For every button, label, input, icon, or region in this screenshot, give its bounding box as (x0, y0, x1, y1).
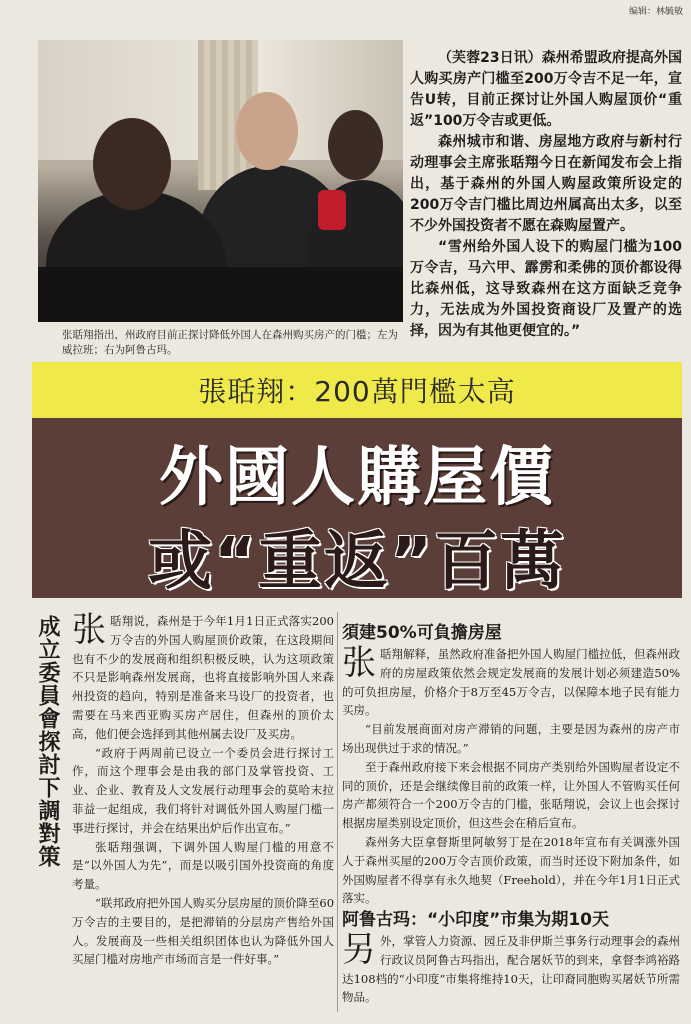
photo-caption: 张聒翔指出，州政府目前正探讨降低外国人在森州购买房产的门槛；左为威拉班；右为阿鲁古玛。 (62, 329, 398, 356)
photo-head-center (236, 92, 298, 170)
left-para: “联邦政府把外国人购买分层房屋的顶价降至60万令吉的主要目的，是把滞销的分层房产售给外国人。发展商及一些相关组织团体也认为降低外国人买屋门槛对房地产市场而言是一件好事。” (72, 895, 335, 967)
right2-first-para (342, 932, 680, 1007)
left-para: “政府于两周前已设立一个委员会进行探讨工作，而这个理事会是由我的部门及掌管投资、工业、企业、教育及人文发展行动理事会的莫哈末拉菲益一起组成，我们将针对调低外国人购屋门槛一事进行探讨，并会在结果出炉后作出宣布。” (72, 745, 334, 835)
top-column (410, 48, 682, 342)
photo-head-right (328, 110, 383, 180)
right-column-section-2 (342, 932, 680, 1007)
top-para: “雪州给外国人设下的购屋门槛为100万令吉，马六甲、霹雳和柔佛的顶价都设得比森州低，这导致森州在这方面缺乏竞争力，无法成为外国投资商设厂及置产的选择，因为有其他更便宜的。” (410, 239, 682, 339)
headline-subtitle-bar (32, 362, 682, 418)
section-heading-affordable: 須建50%可負擔房屋 (342, 623, 502, 643)
right1-first-text: 聒翔解释，虽然政府准备把外国人购屋门槛拉低，但森州政府的房屋政策依然会规定发展商的发展计划必须建造50%的可负担房屋，价格介于8万至45万令吉，以保障本地子民有能力买房。 (342, 647, 680, 718)
left-first-para (72, 612, 334, 744)
headline-line-2: 或“重返”百萬 (147, 525, 567, 599)
press-conference-photo (38, 40, 403, 322)
drop-cap: 另 (342, 930, 376, 970)
left-column (72, 612, 334, 969)
column-divider (337, 612, 338, 1012)
microphone-icon (318, 190, 346, 230)
right-column-section-1 (342, 645, 680, 908)
headline-block (32, 418, 682, 598)
right1-para: 森州务大臣拿督斯里阿敏努丁是在2018年宣布有关调涨外国人于森州买屋的200万令吉顶价政策，而当时还设下附加条件，如外国购屋者不得享有永久地契（Freehold），并在今年1月1日正式落实。 (342, 834, 680, 906)
photo-head-left (93, 118, 171, 210)
vertical-subheading: 成立委員會探討下調對策 (35, 615, 60, 868)
right1-first-para (342, 645, 680, 720)
drop-cap: 张 (342, 643, 376, 683)
photo-table (38, 267, 403, 322)
right1-para: 至于森州政府接下来会根据不同房产类别给外国购屋者设定不同的顶价，还是会继续像目前的政策一样，让外国人不管购买任何房产都须符合一个200万令吉的门槛，张聒翔说，会议上也会探讨根据房屋类别设定顶价，但这些会在稍后宣布。 (342, 759, 680, 831)
right2-first-text: 外，掌管人力资源、园丘及非伊斯兰事务行动理事会的森州行政议员阿鲁古玛指出，配合屠妖节的到来，拿督李鸿裕路达108档的“小印度”市集将维持10天，让印裔同胞购买屠妖节所需物品。 (342, 934, 680, 1005)
top-para: （芙蓉23日讯）森州希盟政府提高外国人购买房产门槛至200万令吉不足一年，宣告U转，目前正探讨让外国人购屋顶价“重返”100万令吉或更低。 (410, 50, 682, 129)
section-heading-little-india: 阿鲁古玛：“小印度”市集为期10天 (342, 910, 610, 930)
left-para: 张聒翔强调，下调外国人购屋门槛的用意不是“以外国人为先”，而是以吸引国外投资商的角度考量。 (72, 839, 334, 892)
left-first-text: 聒翔说，森州是于今年1月1日正式落实200万令吉的外国人购屋顶价政策，在这段期间也有不少的发展商和组织积极反映，认为这项政策不只是影响森州发展商，也将直接影响外国人来森州投资的趋向，特别是准备来马设厂的投资者，也需要在马来西亚购买房产居住，但森州的顶价太高，他们便会选择到其他州属去设厂及买房。 (72, 614, 334, 741)
drop-cap: 张 (72, 610, 106, 650)
right1-para: “目前发展商面对房产滞销的问题，主要是因为森州的房产市场出现供过于求的情况。” (342, 722, 680, 755)
editor-credit: 编辑：林毓敏 (628, 7, 683, 17)
headline-line-1: 外國人購屋價 (159, 441, 555, 515)
top-para: 森州城市和谐、房屋地方政府与新村行动理事会主席张聒翔今日在新闻发布会上指出，基于森州的外国人购屋政策所设定的200万令吉门槛比周边州属高出太多，以至不少外国投资者不愿在森购屋置产。 (410, 134, 682, 234)
headline-subtitle: 張聒翔：200萬門檻太高 (198, 375, 516, 408)
